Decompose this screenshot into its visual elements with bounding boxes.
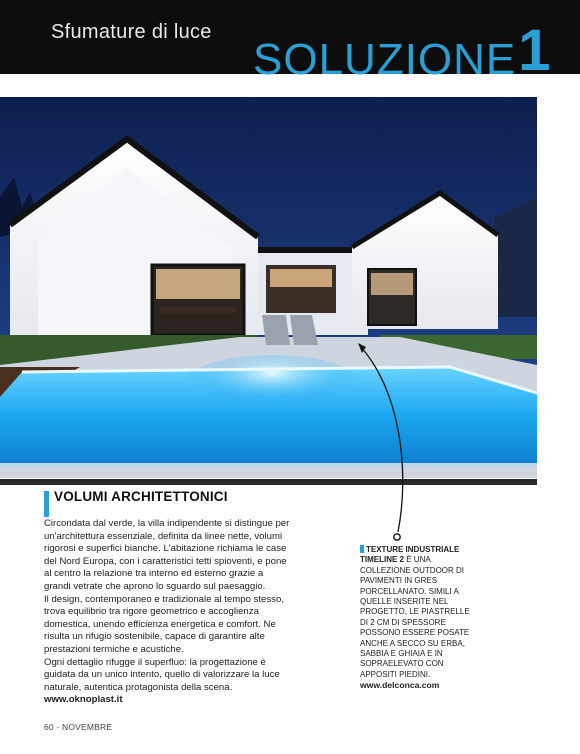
article-paragraph: Il design, contemporaneo e tradizionale al tempo stesso, trova equilibrio tra rigore geometrico e accoglienza domestica, unendo efficienza energetica e comfort. Ne risulta un rifugio sostenibile, capace di garantire alte prestazioni termiche e acustiche. [44,593,284,655]
header-title-text: SOLUZIONE [253,35,517,84]
article-body [44,518,292,707]
sidebar-text: È UNA COLLEZIONE OUTDOOR DI PAVIMENTI IN GRES PORCELLANATO. SIMILI A QUELLE INSERITE NEL PROGETTO, LE PIASTRELLE DI 2 CM DI SPESSORE POSSONO ESSERE POSATE ANCHE A SECCO SU ERBA, SABBIA E GHIAIA E IN SOPRAELEVATO CON APPOSITI PIEDINI. [360,555,470,679]
page-footer: 60 - NOVEMBRE [44,722,113,732]
photo-bottom-rule [0,479,537,485]
header-title [253,18,552,85]
article-paragraph: Ogni dettaglio rifugge il superfluo: la progettazione è guidata da un unico intento, quello di valorizzare la luce naturale, autentica protagonista della scena. [44,656,280,693]
article-paragraph: Circondata dal verde, la villa indipendente si distingue per un'architettura essenziale, definita da linee nette, volumi rigorosi e superfici bianche. L'abitazione richiama le case del Nord Europa, con i caratteristici tetti spioventi, e pone al centro la relazione tra interno ed esterno grazie a grandi vetrate che aprono lo sguardo sul paesaggio. [44,518,290,592]
villa-photo [0,97,537,478]
sidebar-lead: TEXTURE INDUSTRIALE TIMELINE 2 [360,545,460,565]
product-sidebar [360,545,470,691]
header-kicker: Sfumature di luce [51,21,212,43]
page-header [0,0,580,84]
section-title-bar [44,491,49,517]
sidebar-marker [360,545,364,553]
sidebar-link[interactable]: www.delconca.com [360,680,440,691]
article-link[interactable]: www.oknoplast.it [44,694,123,706]
article-title: VOLUMI ARCHITETTONICI [54,489,228,504]
header-title-number: 1 [518,18,552,83]
